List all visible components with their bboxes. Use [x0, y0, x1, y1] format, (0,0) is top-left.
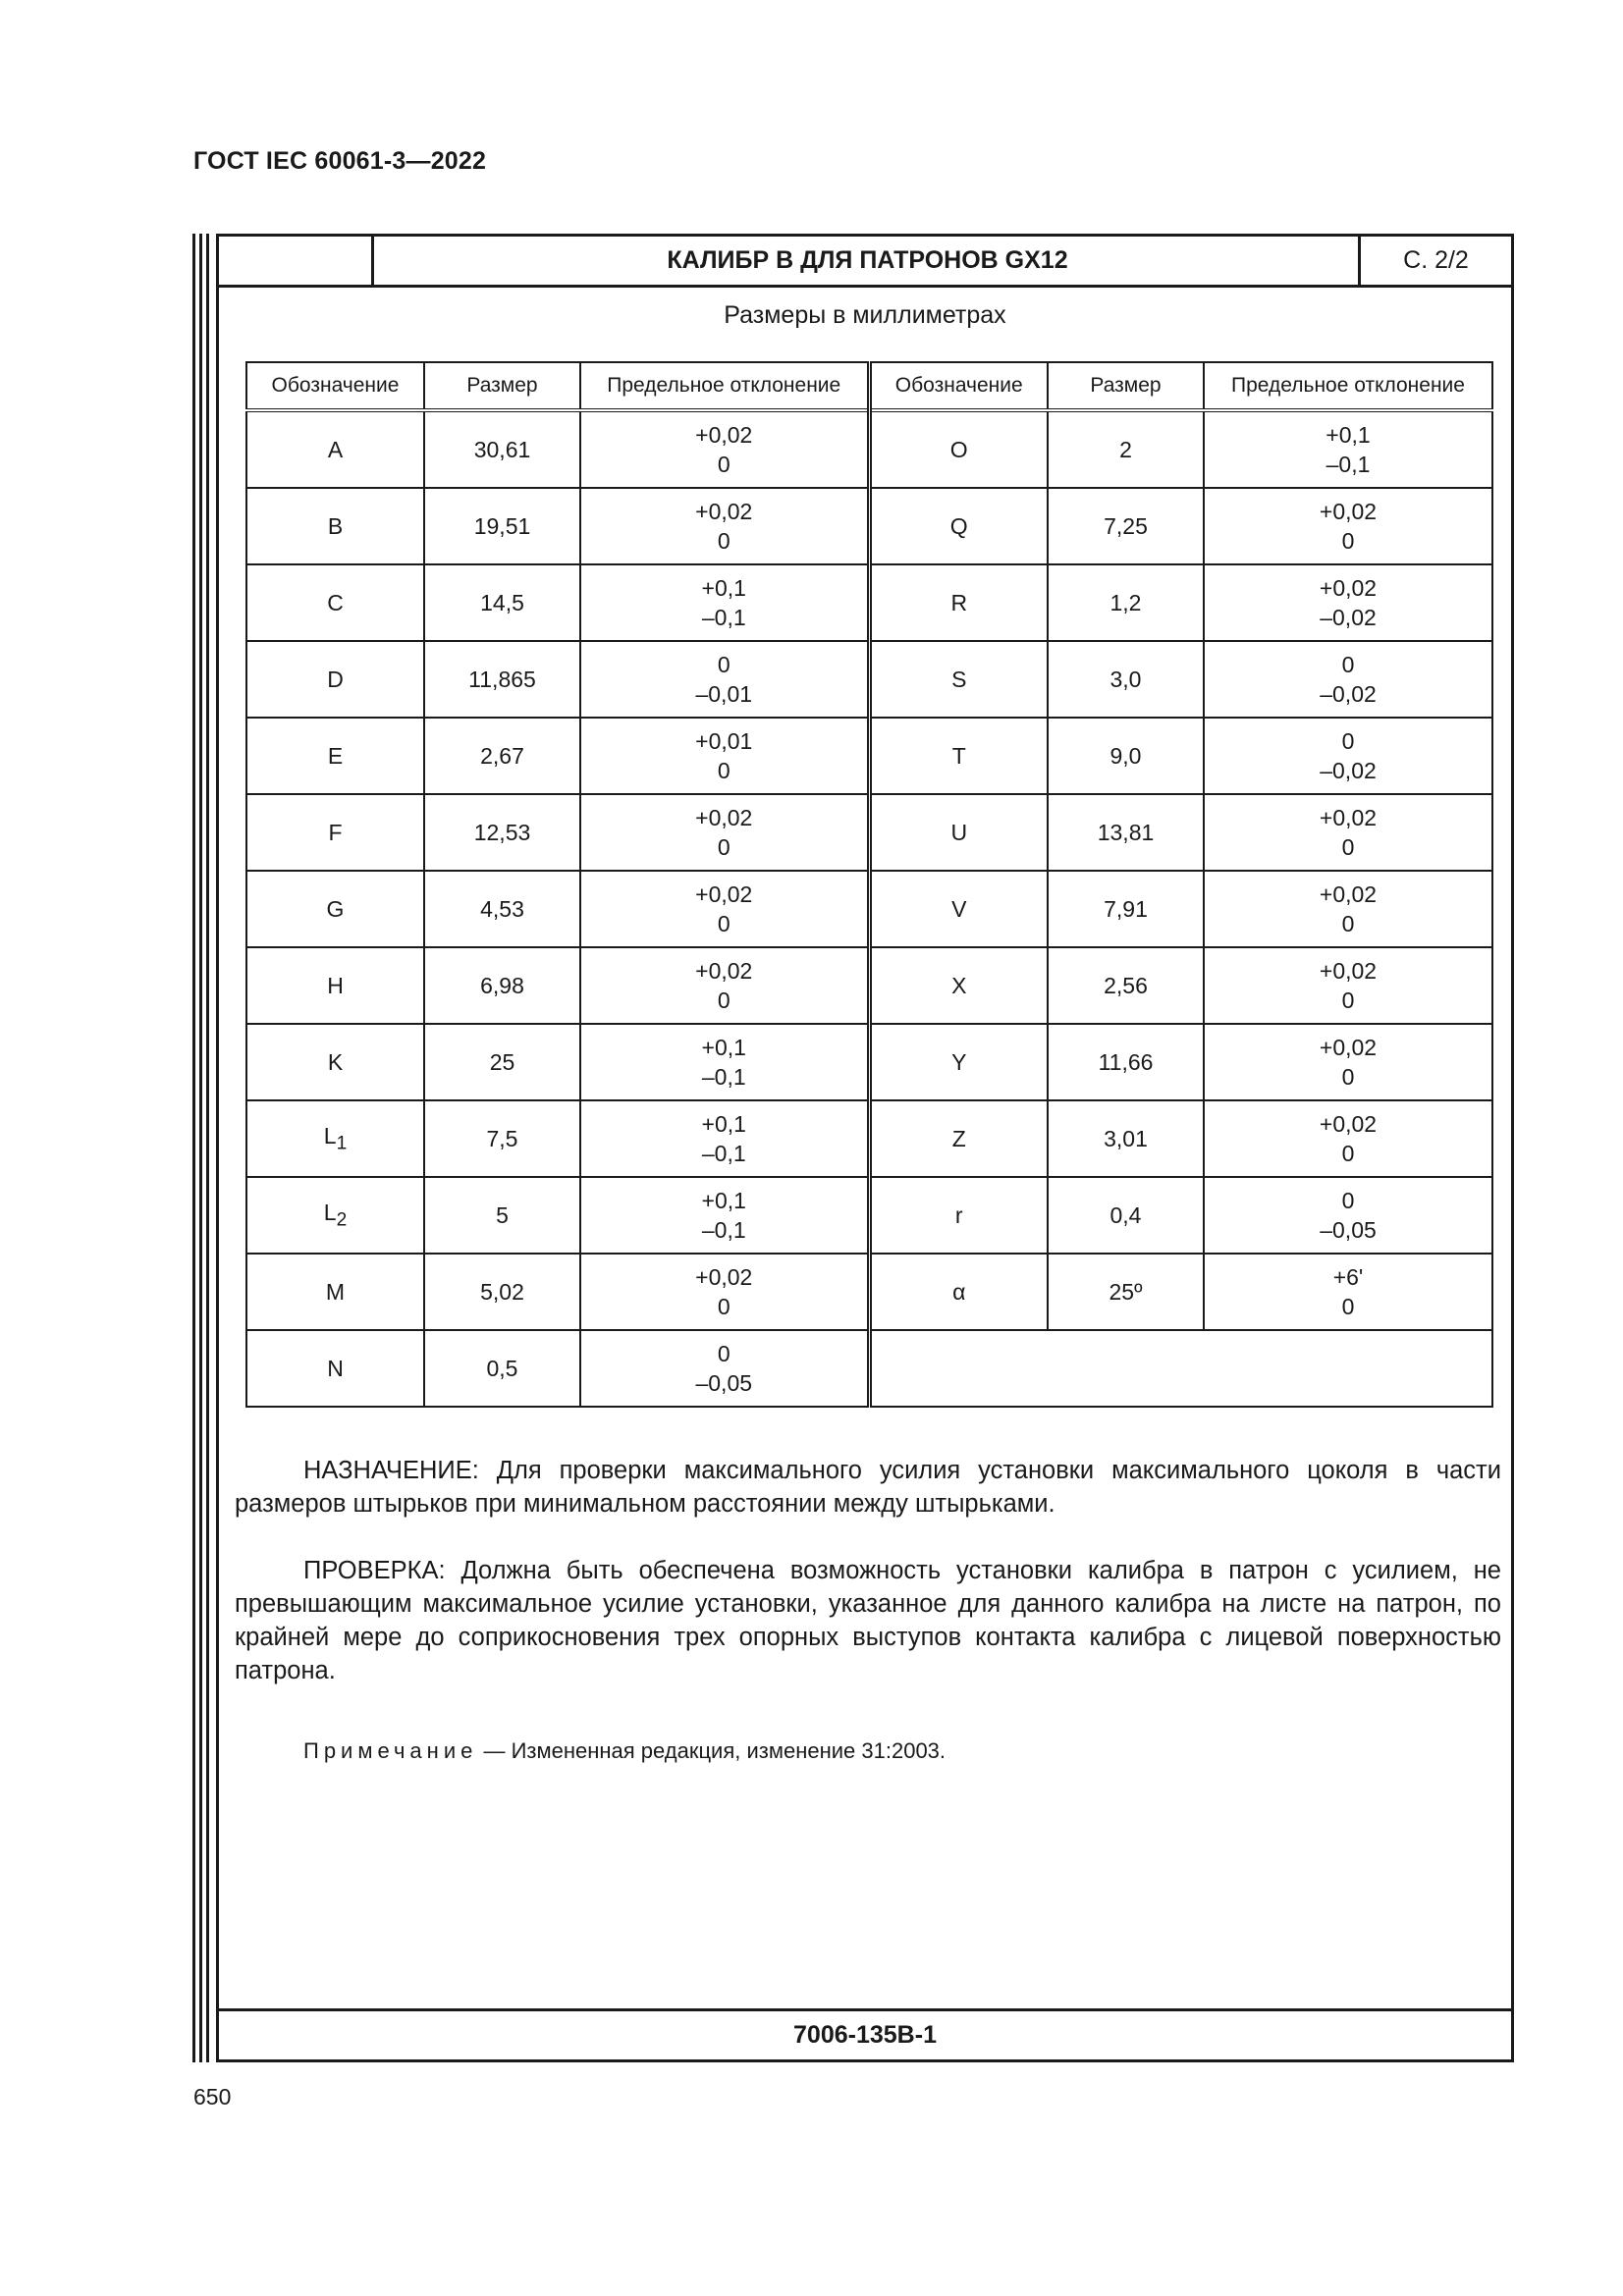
tolerance-cell — [580, 1177, 869, 1254]
upper-deviation: +0,02 — [695, 422, 753, 448]
table-row — [246, 410, 1492, 488]
upper-deviation: 0 — [1341, 652, 1355, 677]
lower-deviation: –0,1 — [701, 1064, 746, 1090]
designation-subscript: 1 — [336, 1133, 348, 1154]
designation: G — [326, 895, 345, 922]
designation: D — [327, 666, 344, 692]
lower-deviation: –0,1 — [701, 605, 746, 630]
size-value: 13,81 — [1097, 819, 1155, 845]
tolerance-cell — [1204, 871, 1492, 947]
size-value: 1,2 — [1109, 589, 1142, 615]
table-row — [246, 1177, 1492, 1254]
units-caption: Размеры в миллиметрах — [724, 301, 1006, 329]
tolerance-cell — [1204, 718, 1492, 794]
designation: E — [327, 742, 344, 769]
size-value: 0,4 — [1109, 1201, 1142, 1228]
tolerance-cell — [1204, 1177, 1492, 1254]
tolerance-cell — [580, 1100, 869, 1177]
upper-deviation: +0,02 — [695, 958, 753, 984]
size-cell — [1048, 641, 1204, 718]
lower-deviation: –0,1 — [701, 1217, 746, 1243]
table-header-row — [246, 362, 1492, 410]
size-value: 9,0 — [1109, 742, 1142, 769]
designation-cell — [869, 1177, 1048, 1254]
title-blank-cell — [219, 237, 374, 285]
designation-cell — [246, 410, 424, 488]
upper-deviation: +0,1 — [701, 575, 746, 601]
table-row — [246, 794, 1492, 871]
size-value: 19,51 — [473, 512, 531, 539]
upper-deviation: +0,02 — [695, 499, 753, 524]
lower-deviation: 0 — [1341, 528, 1355, 554]
size-cell — [1048, 488, 1204, 564]
upper-deviation: +0,02 — [1319, 499, 1378, 524]
size-cell — [1048, 718, 1204, 794]
empty-cell — [869, 1330, 1492, 1407]
table-row — [246, 1024, 1492, 1100]
check-paragraph: ПРОВЕРКА: Должна быть обеспечена возможность установки калибра в патрон с усилием, не превышающим максимальное усилие установки, указанное для данного калибра на листе на патрон, по крайней мере до соприкосновения трех опорных выступов контакта калибра с лицевой поверхностью патрона. — [235, 1557, 1501, 1684]
size-cell — [1048, 947, 1204, 1024]
designation: S — [951, 666, 967, 692]
lower-deviation: 0 — [1341, 1064, 1355, 1090]
lower-deviation: 0 — [1341, 911, 1355, 936]
upper-deviation: +6' — [1332, 1264, 1364, 1290]
size-value: 11,865 — [468, 666, 536, 692]
designation: L — [323, 1199, 337, 1225]
upper-deviation: 0 — [717, 652, 730, 677]
size-cell — [1048, 564, 1204, 641]
tolerance-cell — [580, 564, 869, 641]
tolerance-cell — [1204, 1254, 1492, 1330]
size-cell — [424, 871, 580, 947]
upper-deviation: +0,1 — [1325, 422, 1371, 448]
purpose-paragraph: НАЗНАЧЕНИЕ: Для проверки максимального усилия установки максимального цоколя в части размеров штырьков при минимальном расстоянии между штырьками. — [235, 1457, 1501, 1518]
size-value: 6,98 — [480, 972, 524, 998]
header-size: Размер — [1048, 362, 1204, 410]
designation-cell — [246, 1024, 424, 1100]
designation-cell — [869, 641, 1048, 718]
size-value: 14,5 — [480, 589, 524, 615]
tolerance-cell — [580, 1254, 869, 1330]
lower-deviation: 0 — [1341, 1294, 1355, 1319]
margin-rule — [199, 234, 202, 2062]
designation: M — [325, 1278, 346, 1305]
size-cell — [424, 1100, 580, 1177]
size-value: 5,02 — [480, 1278, 524, 1305]
standard-header: ГОСТ IEC 60061-3—2022 — [193, 147, 487, 175]
upper-deviation: +0,02 — [1319, 881, 1378, 907]
designation-cell — [869, 410, 1048, 488]
designation: K — [327, 1048, 344, 1075]
tolerance-cell — [580, 410, 869, 488]
designation: H — [327, 972, 344, 998]
tolerance-cell — [580, 794, 869, 871]
tolerance-cell — [580, 718, 869, 794]
size-value: 2,56 — [1104, 972, 1148, 998]
designation-cell — [246, 871, 424, 947]
size-value: 5 — [496, 1201, 509, 1228]
tolerance-cell — [580, 947, 869, 1024]
designation-cell — [246, 1254, 424, 1330]
designation: O — [949, 436, 968, 462]
size-value: 2,67 — [480, 742, 524, 769]
lower-deviation: –0,02 — [1320, 681, 1377, 707]
tolerance-cell — [1204, 947, 1492, 1024]
upper-deviation: +0,01 — [695, 728, 753, 754]
size-cell — [424, 1254, 580, 1330]
designation-cell — [869, 871, 1048, 947]
designation-cell — [869, 718, 1048, 794]
size-cell — [424, 488, 580, 564]
lower-deviation: –0,1 — [1325, 452, 1371, 477]
designation: B — [327, 512, 344, 539]
size-value: 7,91 — [1104, 895, 1148, 922]
size-cell — [1048, 1254, 1204, 1330]
designation-cell — [869, 1024, 1048, 1100]
lower-deviation: –0,05 — [1320, 1217, 1377, 1243]
size-value: 25 — [489, 1048, 515, 1075]
lower-deviation: 0 — [717, 911, 730, 936]
designation: A — [327, 436, 344, 462]
size-cell — [424, 947, 580, 1024]
size-cell — [424, 794, 580, 871]
size-cell — [1048, 410, 1204, 488]
lower-deviation: –0,02 — [1320, 758, 1377, 783]
margin-rule — [192, 234, 195, 2062]
upper-deviation: +0,02 — [1319, 805, 1378, 830]
size-value: 7,5 — [486, 1125, 518, 1151]
dimensions-table — [245, 361, 1493, 1408]
designation: V — [951, 895, 967, 922]
designation: X — [951, 972, 967, 998]
upper-deviation: 0 — [1341, 728, 1355, 754]
lower-deviation: 0 — [1341, 834, 1355, 860]
size-cell — [424, 718, 580, 794]
sheet-page-label: С. 2/2 — [1358, 237, 1511, 285]
check-text — [235, 1554, 1501, 1687]
margin-rule — [206, 234, 209, 2062]
sheet-frame — [216, 234, 1514, 2062]
designation-cell — [246, 1330, 424, 1407]
lower-deviation: –0,05 — [695, 1370, 753, 1396]
sheet-title: КАЛИБР В ДЛЯ ПАТРОНОВ GX12 — [667, 246, 1068, 274]
lower-deviation: 0 — [717, 988, 730, 1013]
lower-deviation: –0,1 — [701, 1141, 746, 1166]
designation-cell — [246, 1100, 424, 1177]
designation: C — [327, 589, 344, 615]
tolerance-cell — [580, 641, 869, 718]
size-value: 2 — [1119, 436, 1132, 462]
table-row — [246, 641, 1492, 718]
tolerance-cell — [580, 1024, 869, 1100]
size-value: 7,25 — [1104, 512, 1148, 539]
upper-deviation: +0,1 — [701, 1111, 746, 1137]
tolerance-cell — [580, 488, 869, 564]
size-cell — [424, 564, 580, 641]
designation: T — [951, 742, 966, 769]
size-cell — [1048, 1100, 1204, 1177]
tolerance-cell — [580, 871, 869, 947]
designation-cell — [246, 641, 424, 718]
upper-deviation: +0,1 — [701, 1188, 746, 1213]
upper-deviation: 0 — [717, 1341, 730, 1366]
table-row — [246, 871, 1492, 947]
upper-deviation: +0,02 — [695, 805, 753, 830]
upper-deviation: +0,1 — [701, 1035, 746, 1060]
lower-deviation: 0 — [717, 452, 730, 477]
tolerance-cell — [1204, 1024, 1492, 1100]
table-row — [246, 718, 1492, 794]
table-row — [246, 488, 1492, 564]
page-number: 650 — [193, 2084, 232, 2109]
designation-cell — [869, 1100, 1048, 1177]
designation-cell — [246, 794, 424, 871]
size-value: 25º — [1109, 1278, 1143, 1305]
note-text: — Измененная редакция, изменение 31:2003. — [477, 1738, 947, 1763]
designation-cell — [246, 488, 424, 564]
lower-deviation: 0 — [717, 758, 730, 783]
tolerance-cell — [1204, 488, 1492, 564]
table-row — [246, 1330, 1492, 1407]
designation: F — [328, 819, 343, 845]
tolerance-cell — [1204, 1100, 1492, 1177]
tolerance-cell — [1204, 794, 1492, 871]
size-value: 12,53 — [473, 819, 531, 845]
size-value: 3,0 — [1109, 666, 1142, 692]
size-value: 11,66 — [1098, 1048, 1154, 1075]
table-row — [246, 1100, 1492, 1177]
designation: N — [327, 1355, 344, 1381]
size-cell — [424, 410, 580, 488]
upper-deviation: +0,02 — [1319, 958, 1378, 984]
size-cell — [424, 1024, 580, 1100]
size-cell — [1048, 1177, 1204, 1254]
size-cell — [424, 641, 580, 718]
designation: Y — [951, 1048, 967, 1075]
size-cell — [1048, 794, 1204, 871]
upper-deviation: 0 — [1341, 1188, 1355, 1213]
designation-cell — [246, 947, 424, 1024]
purpose-text — [235, 1454, 1501, 1521]
upper-deviation: +0,02 — [1319, 1035, 1378, 1060]
table-row — [246, 947, 1492, 1024]
size-cell — [424, 1177, 580, 1254]
tolerance-cell — [1204, 641, 1492, 718]
title-row — [219, 237, 1511, 288]
designation-cell — [869, 794, 1048, 871]
header-tolerance: Предельное отклонение — [580, 362, 869, 410]
note — [303, 1738, 946, 1764]
designation: L — [323, 1122, 337, 1148]
size-value: 30,61 — [473, 436, 531, 462]
note-label: Примечание — [303, 1738, 478, 1763]
designation: Q — [949, 512, 968, 539]
header-size: Размер — [424, 362, 580, 410]
designation-cell — [246, 718, 424, 794]
designation-cell — [869, 564, 1048, 641]
lower-deviation: 0 — [717, 1294, 730, 1319]
designation-cell — [869, 1254, 1048, 1330]
size-cell — [1048, 1024, 1204, 1100]
lower-deviation: 0 — [1341, 988, 1355, 1013]
designation-cell — [246, 1177, 424, 1254]
table-row — [246, 1254, 1492, 1330]
header-designation: Обозначение — [246, 362, 424, 410]
upper-deviation: +0,02 — [695, 881, 753, 907]
designation-cell — [246, 564, 424, 641]
size-cell — [424, 1330, 580, 1407]
designation-cell — [869, 488, 1048, 564]
designation: α — [952, 1278, 966, 1305]
lower-deviation: 0 — [717, 834, 730, 860]
lower-deviation: 0 — [1341, 1141, 1355, 1166]
designation: R — [950, 589, 968, 615]
tolerance-cell — [580, 1330, 869, 1407]
lower-deviation: –0,01 — [695, 681, 753, 707]
header-tolerance: Предельное отклонение — [1204, 362, 1492, 410]
tolerance-cell — [1204, 410, 1492, 488]
upper-deviation: +0,02 — [1319, 575, 1378, 601]
drawing-code: 7006-135В-1 — [219, 2008, 1511, 2059]
tolerance-cell — [1204, 564, 1492, 641]
designation: U — [950, 819, 968, 845]
size-value: 3,01 — [1104, 1125, 1148, 1151]
size-cell — [1048, 871, 1204, 947]
header-designation: Обозначение — [869, 362, 1048, 410]
designation: r — [954, 1201, 963, 1228]
lower-deviation: –0,02 — [1320, 605, 1377, 630]
upper-deviation: +0,02 — [695, 1264, 753, 1290]
table-row — [246, 564, 1492, 641]
upper-deviation: +0,02 — [1319, 1111, 1378, 1137]
designation-subscript: 2 — [336, 1209, 348, 1231]
designation: Z — [951, 1125, 966, 1151]
lower-deviation: 0 — [717, 528, 730, 554]
designation-cell — [869, 947, 1048, 1024]
size-value: 4,53 — [480, 895, 524, 922]
size-value: 0,5 — [486, 1355, 518, 1381]
